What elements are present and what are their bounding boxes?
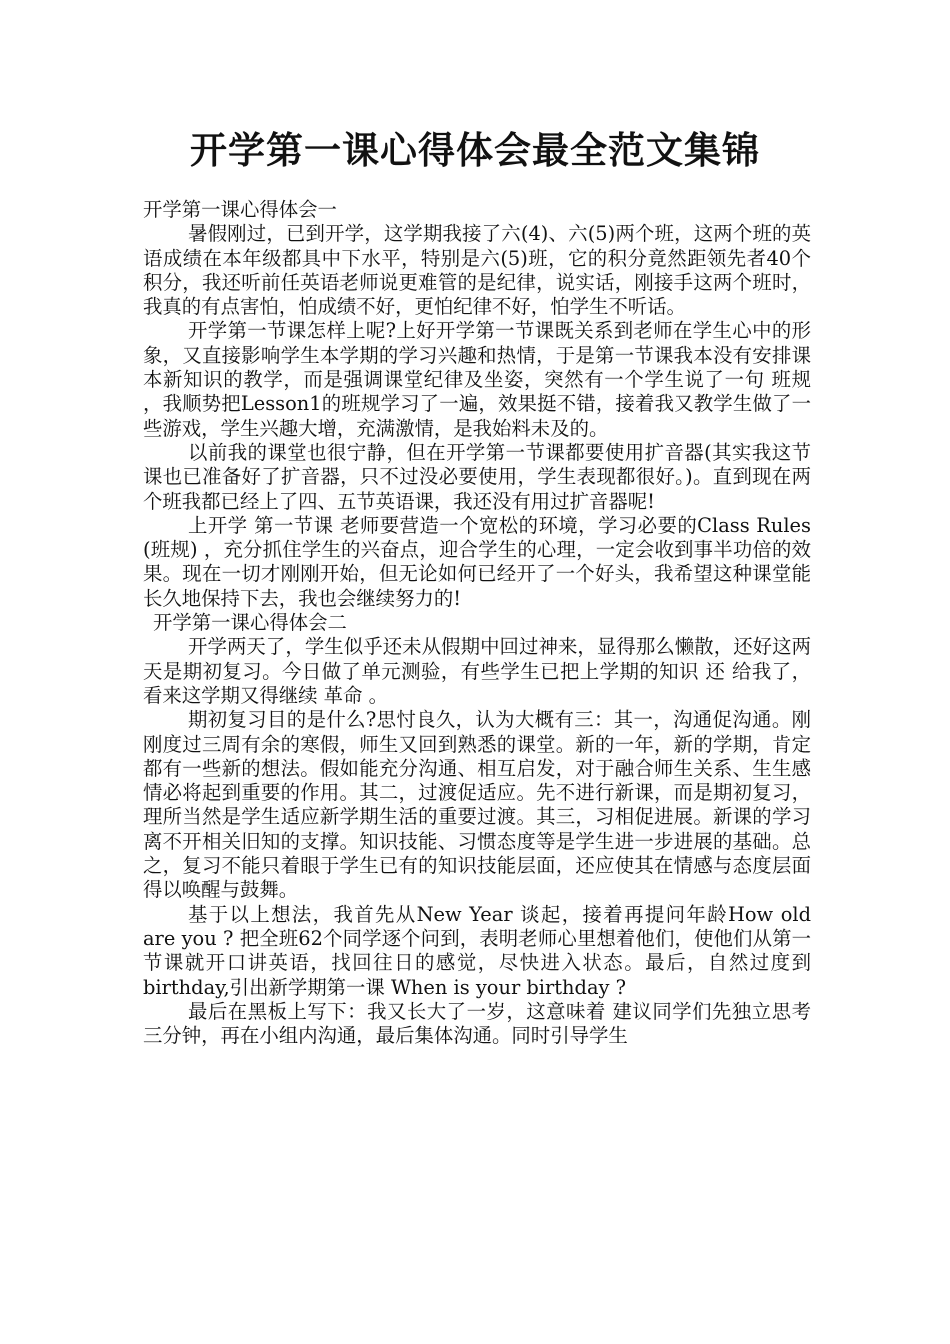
paragraph: 暑假刚过，已到开学，这学期我接了六(4)、六(5)两个班，这两个班的英语成绩在本年级都具中下水平，特别是六(5)班，它的积分竟然距领先者40个积分，我还听前任英语老师说更难管的是纪律，说实话，刚接手这两个班时，我真的有点害怕，怕成绩不好，更怕纪律不好，怕学生不听话。 [143,222,811,319]
paragraph: 最后在黑板上写下：我又长大了一岁，这意味着 建议同学们先独立思考三分钟，再在小组内沟通，最后集体沟通。同时引导学生 [143,999,811,1048]
section-heading: 开学第一课心得体会二 [153,611,347,635]
paragraph: 期初复习目的是什么?思忖良久，认为大概有三：其一，沟通促沟通。刚刚度过三周有余的寒假，师生又回到熟悉的课堂。新的一年，新的学期，肯定都有一些新的想法。假如能充分沟通、相互启发，对于融合师生关系、生生感情必将起到重要的作用。其二，过渡促适应。先不进行新课，而是期初复习，理所当然是学生适应新学期生活的重要过渡。其三，习相促进展。新课的学习离不开相关旧知的支撑。知识技能、习惯态度等是学生进一步进展的基础。总之，复习不能只着眼于学生已有的知识技能层面，还应使其在情感与态度层面得以唤醒与鼓舞。 [143,708,811,902]
paragraph: 开学两天了，学生似乎还未从假期中回过神来，显得那么懒散，还好这两天是期初复习。今日做了单元测验，有些学生已把上学期的知识 还 给我了，看来这学期又得继续 革命 。 [143,635,811,707]
document-body [143,198,811,1048]
section-heading: 开学第一课心得体会一 [143,198,337,221]
paragraph: 上开学 第一节课 老师要营造一个宽松的环境，学习必要的Class Rules (班规) ，充分抓住学生的兴奋点，迎合学生的心理，一定会收到事半功倍的效果。现在一切才刚刚开始，但无论如何已经开了一个好头，我希望这种课堂能长久地保持下去，我也会继续努力的! [143,513,811,610]
paragraph: 以前我的课堂也很宁静，但在开学第一节课都要使用扩音器(其实我这节课也已准备好了扩音器，只不过没必要使用，学生表现都很好。)。直到现在两个班我都已经上了四、五节英语课，我还没有用过扩音器呢! [143,440,811,513]
paragraph: 开学第一节课怎样上呢?上好开学第一节课既关系到老师在学生心中的形象，又直接影响学生本学期的学习兴趣和热情，于是第一节课我本没有安排课本新知识的教学，而是强调课堂纪律及坐姿，突然有一个学生说了一句 班规 ，我顺势把Lesson1的班规学习了一遍，效果挺不错，接着我又教学生做了一些游戏，学生兴趣大增，充满激情，是我始料未及的。 [143,319,811,440]
paragraph: 基于以上想法，我首先从New Year 谈起，接着再提问年龄How old are you ? 把全班62个同学逐个问到，表明老师心里想着他们，使他们从第一节课就开口讲英语，找回往日的感觉，尽快进入状态。最后，自然过度到birthday,引出新学期第一课 When is your birthday ? [143,902,811,999]
document-title: 开学第一课心得体会最全范文集锦 [190,129,760,172]
